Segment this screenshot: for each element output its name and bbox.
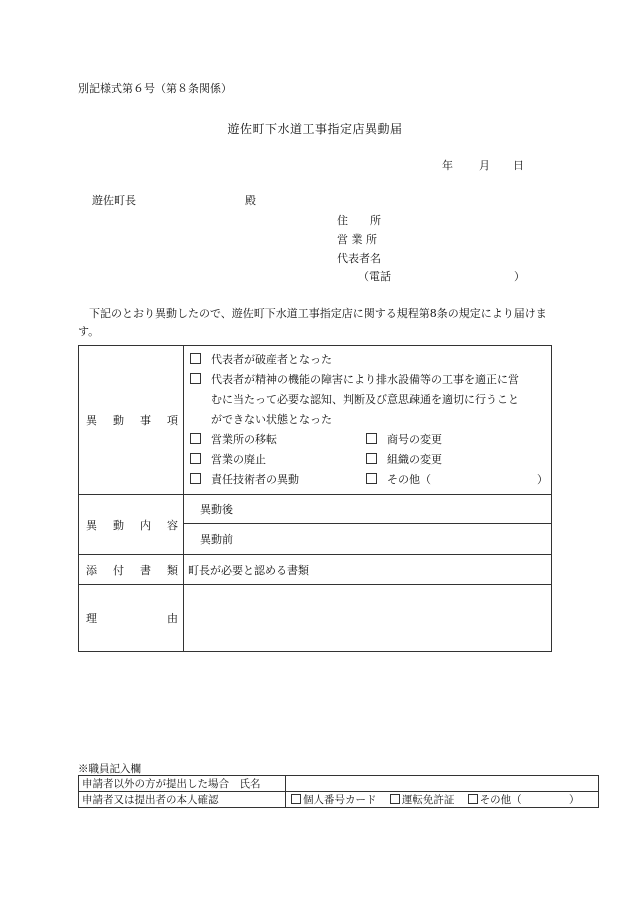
checkbox-office-move[interactable] [190, 433, 201, 444]
attachments-label: 添 付 書 類 [79, 555, 184, 585]
change-after-field[interactable]: 異動後 [184, 495, 552, 524]
date-year[interactable]: 年 [442, 159, 453, 172]
addressee-mayor: 遊佐町長 [92, 194, 136, 207]
date-day[interactable]: 日 [513, 159, 524, 172]
change-items-label: 異 動 事 項 [79, 346, 184, 495]
attachments-value: 町長が必要と認める書類 [184, 555, 552, 585]
checkbox-engineer[interactable] [190, 473, 201, 484]
proxy-name-field[interactable] [286, 776, 599, 792]
change-before-field[interactable]: 異動前 [184, 524, 552, 555]
reason-label: 理 由 [79, 585, 184, 652]
checkbox-office-close[interactable] [190, 453, 201, 464]
proxy-name-label: 申請者以外の方が提出した場合 氏名 [79, 776, 286, 792]
checkbox-license[interactable] [390, 794, 400, 804]
phone-close-paren: ） [514, 270, 525, 283]
checkbox-other[interactable] [366, 473, 377, 484]
change-content-label: 異 動 内 容 [79, 495, 184, 555]
checkbox-mynumber[interactable] [291, 794, 301, 804]
addressee-honorific: 殿 [245, 194, 256, 207]
reason-field[interactable] [184, 585, 552, 652]
id-check-label: 申請者又は提出者の本人確認 [79, 792, 286, 808]
id-check-options: 個人番号カード 運転免許証 その他（ ） [286, 792, 599, 808]
phone-field[interactable]: （電話 [358, 270, 391, 283]
staff-table [78, 775, 599, 808]
date-month[interactable]: 月 [479, 159, 490, 172]
office-field[interactable]: 営 業 所 [337, 233, 377, 246]
form-number: 別記様式第６号（第８条関係） [78, 82, 232, 95]
staff-section-label: ※職員記入欄 [78, 763, 141, 775]
checkbox-bankrupt[interactable] [190, 353, 201, 364]
checkbox-id-other[interactable] [468, 794, 478, 804]
checkbox-organization[interactable] [366, 453, 377, 464]
checkbox-trade-name[interactable] [366, 433, 377, 444]
intro-text: 下記のとおり異動したので、遊佐町下水道工事指定店に関する規程第8条の規定により届けます。 [78, 307, 547, 338]
checkbox-incapacity[interactable] [190, 373, 201, 384]
change-form-table [78, 345, 552, 652]
document-title: 遊佐町下水道工事指定店異動届 [227, 122, 403, 136]
address-field[interactable]: 住 所 [337, 214, 381, 227]
representative-field[interactable]: 代表者名 [337, 252, 381, 265]
change-items-options: 代表者が破産者となった 代表者が精神の機能の障害により排水設備等の工事を適正に営 むに当たって必要な認知、判断及び意思疎通を適切に行うこと ができない状態となった 営業所の移転 商号の変更 営業の廃止 組織の変更 責任技術者の異動 その他（ ） [184, 346, 552, 495]
